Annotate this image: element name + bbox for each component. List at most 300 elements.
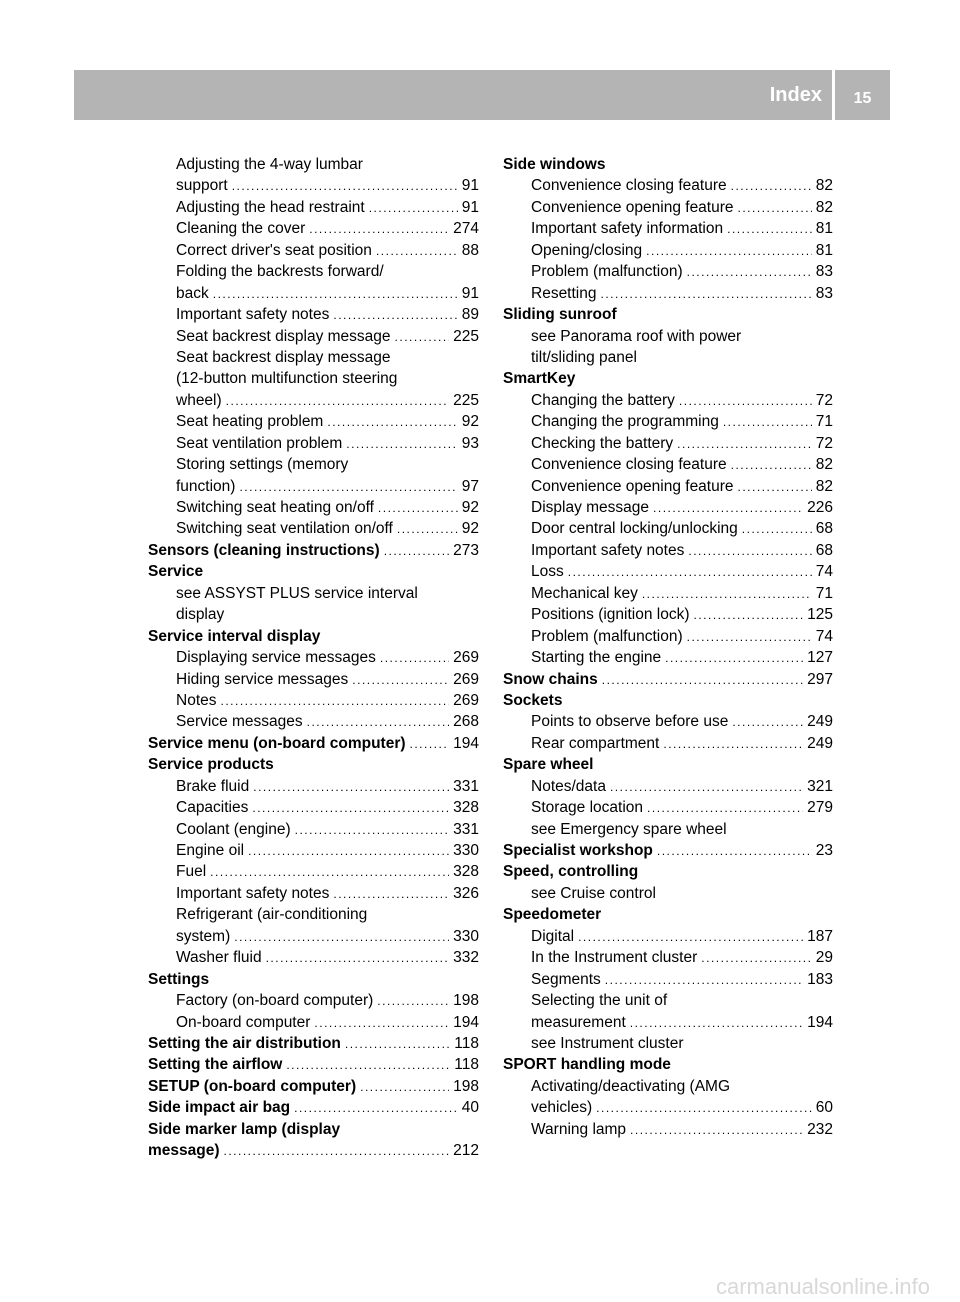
index-page-ref: 328 [453, 799, 479, 817]
index-page-ref: 92 [461, 499, 479, 516]
index-subentry [148, 154, 479, 175]
index-entry-text: Convenience closing feature [531, 177, 727, 195]
index-page-ref: 82 [815, 477, 833, 495]
index-page-ref: 331 [453, 777, 479, 795]
index-entry [148, 561, 479, 582]
index-entry-text: Problem (malfunction) [531, 627, 683, 645]
index-subentry [503, 1076, 833, 1097]
index-entry-text: Service messages [176, 713, 303, 731]
index-entry-text: Cleaning the cover [176, 220, 306, 238]
index-entry-text: Sockets [503, 691, 563, 709]
index-entry-text: Correct driver's seat position [176, 241, 372, 259]
index-entry-text: Starting the engine [531, 649, 662, 667]
dot-leader [377, 991, 449, 1012]
index-page-ref: 71 [815, 584, 833, 602]
dot-leader [410, 734, 450, 755]
index-page-ref: 249 [807, 734, 833, 752]
index-page-ref: 268 [453, 713, 479, 731]
index-subentry [148, 690, 479, 711]
index-subentry [148, 711, 479, 732]
index-subentry [148, 347, 479, 368]
index-subentry [148, 776, 479, 797]
dot-leader [657, 841, 812, 862]
index-entry-text: Convenience opening feature [531, 198, 734, 216]
index-page-ref: 82 [815, 177, 833, 195]
index-page-ref: 212 [453, 1142, 479, 1160]
dot-leader [665, 648, 803, 669]
index-page-ref: 198 [453, 1077, 479, 1095]
index-subentry [503, 604, 833, 625]
index-subentry [148, 840, 479, 861]
index-entry-text: Important safety notes [531, 541, 685, 559]
dot-leader [602, 670, 803, 691]
index-subentry [148, 518, 479, 539]
index-subentry [148, 669, 479, 690]
index-subentry [503, 497, 833, 518]
index-page-ref: 91 [461, 198, 479, 216]
index-page-ref: 331 [453, 820, 479, 838]
index-entry-text: see Cruise control [531, 884, 656, 902]
dot-leader [346, 434, 457, 455]
index-subentry [148, 797, 479, 818]
index-entry-text: Coolant (engine) [176, 820, 291, 838]
dot-leader [630, 1120, 803, 1141]
index-entry-text: On-board computer [176, 1013, 311, 1031]
index-column-right [503, 154, 833, 1140]
section-title: Index [769, 84, 822, 106]
index-entry [148, 969, 479, 990]
index-entry-text: Seat ventilation problem [176, 434, 343, 452]
dot-leader [653, 498, 803, 519]
dot-leader [687, 627, 812, 648]
index-page-ref: 82 [815, 456, 833, 474]
dot-leader [727, 219, 812, 240]
index-entry-text: Storage location [531, 799, 644, 817]
index-entry-text: Setting the airflow [148, 1056, 283, 1074]
index-entry-text: Display message [531, 499, 650, 516]
index-page-ref: 82 [815, 198, 833, 216]
index-subentry [503, 411, 833, 432]
index-page-ref: 194 [453, 734, 479, 752]
index-entry [503, 690, 833, 711]
index-entry-text: Refrigerant (air-conditioning [176, 906, 368, 924]
index-entry-text: Door central locking/unlocking [531, 520, 738, 538]
index-entry-text: Service interval display [148, 627, 321, 645]
dot-leader [687, 262, 812, 283]
index-entry-text: Activating/deactivating (AMG [531, 1077, 731, 1095]
index-entry-text: Factory (on-board computer) [176, 992, 374, 1010]
index-entry-text: Washer fluid [176, 949, 262, 967]
dot-leader [732, 712, 803, 733]
index-page-ref: 72 [815, 391, 833, 409]
index-entry-text: Opening/closing [531, 241, 643, 259]
index-subentry [503, 926, 833, 947]
dot-leader [742, 519, 812, 540]
index-subentry [503, 1033, 833, 1054]
index-page-ref: 125 [807, 606, 833, 624]
index-page-ref: 74 [815, 563, 833, 581]
index-subentry [503, 326, 833, 347]
index-entry [148, 540, 479, 561]
index-page-ref: 93 [461, 434, 479, 452]
index-entry-text: tilt/sliding panel [531, 348, 637, 366]
index-entry-text: see Panorama roof with power [531, 327, 742, 345]
index-subentry [503, 561, 833, 582]
index-entry-text: SETUP (on-board computer) [148, 1077, 357, 1095]
dot-leader [266, 948, 450, 969]
index-entry-text: Speed, controlling [503, 863, 639, 881]
index-subentry [148, 240, 479, 261]
dot-leader [663, 734, 803, 755]
dot-leader [213, 284, 458, 305]
index-page-ref: 269 [453, 649, 479, 667]
index-entry-text: Seat heating problem [176, 413, 324, 431]
index-entry [148, 754, 479, 775]
index-page-ref: 321 [807, 777, 833, 795]
index-subentry [503, 797, 833, 818]
index-subentry [503, 540, 833, 561]
index-entry-text: Sliding sunroof [503, 306, 617, 324]
index-page-ref: 225 [453, 327, 479, 345]
index-entry-text: Important safety information [531, 220, 724, 238]
index-page-ref: 225 [453, 391, 479, 409]
index-entry [503, 840, 833, 861]
dot-leader [397, 519, 458, 540]
index-subentry [148, 218, 479, 239]
index-entry-text: Sensors (cleaning instructions) [148, 541, 380, 559]
index-page-ref: 68 [815, 541, 833, 559]
dot-leader [294, 1098, 458, 1119]
index-page-ref: 330 [453, 842, 479, 859]
index-entry-text: Warning lamp [531, 1120, 627, 1138]
index-entry-text: Selecting the unit of [531, 992, 668, 1010]
index-entry-text: Rear compartment [531, 734, 660, 752]
index-entry-text: measurement [531, 1013, 626, 1031]
index-subentry [148, 261, 479, 282]
index-page-ref: 326 [453, 884, 479, 902]
index-subentry [148, 819, 479, 840]
dot-leader [224, 1141, 450, 1162]
index-entry [148, 1119, 479, 1140]
index-entry-text: Settings [148, 970, 210, 988]
index-page-ref: 71 [815, 413, 833, 431]
dot-leader [376, 241, 458, 262]
index-page-ref: 232 [807, 1120, 833, 1138]
index-page-ref: 269 [453, 691, 479, 709]
index-subentry [148, 947, 479, 968]
dot-leader [731, 455, 812, 476]
dot-leader [345, 1034, 450, 1055]
index-entry-text: Notes/data [531, 777, 606, 795]
index-entry-text: wheel) [176, 391, 222, 409]
index-subentry [148, 368, 479, 389]
dot-leader [738, 198, 812, 219]
index-subentry [148, 433, 479, 454]
index-page-ref: 198 [453, 992, 479, 1010]
index-subentry [503, 240, 833, 261]
index-entry-text: Displaying service messages [176, 649, 376, 667]
index-subentry [503, 283, 833, 304]
index-page-ref: 183 [807, 970, 833, 988]
index-entry-text: Switching seat ventilation on/off [176, 520, 393, 538]
index-entry [503, 861, 833, 882]
dot-leader [731, 176, 812, 197]
index-entry-text: Positions (ignition lock) [531, 606, 690, 624]
index-page-ref: 328 [453, 863, 479, 881]
index-entry-text: Storing settings (memory [176, 456, 349, 474]
index-entry-text: Specialist workshop [503, 842, 653, 859]
index-entry-text: Mechanical key [531, 584, 638, 602]
index-entry-text: Brake fluid [176, 777, 250, 795]
index-column-left [148, 154, 479, 1162]
dot-leader [226, 391, 449, 412]
index-subentry [503, 454, 833, 475]
index-subentry [148, 304, 479, 325]
dot-leader [234, 927, 449, 948]
dot-leader [252, 798, 449, 819]
index-entry-text: vehicles) [531, 1099, 593, 1117]
index-page-ref: 330 [453, 927, 479, 945]
index-entry-text: back [176, 284, 209, 302]
index-page-ref: 194 [807, 1013, 833, 1031]
dot-leader [239, 477, 457, 498]
page-number: 15 [853, 90, 872, 107]
index-subentry [503, 175, 833, 196]
index-entry-text: Changing the programming [531, 413, 719, 431]
index-page-ref: 297 [807, 670, 833, 688]
dot-leader [295, 820, 450, 841]
dot-leader [286, 1055, 450, 1076]
dot-leader [642, 584, 812, 605]
dot-leader [369, 198, 458, 219]
index-subentry [148, 604, 479, 625]
index-entry-text: Side impact air bag [148, 1099, 291, 1117]
index-subentry [148, 326, 479, 347]
index-page-ref: 83 [815, 284, 833, 302]
index-entry-text: Important safety notes [176, 306, 330, 324]
index-page-ref: 92 [461, 520, 479, 538]
index-page-ref: 91 [461, 284, 479, 302]
index-entry-text: Adjusting the 4-way lumbar [176, 156, 363, 173]
dot-leader [596, 1098, 812, 1119]
index-page-ref: 194 [453, 1013, 479, 1031]
index-entry-text: Speedometer [503, 906, 602, 924]
index-entry-text: Service products [148, 756, 274, 774]
index-subentry [148, 990, 479, 1011]
index-entry [503, 754, 833, 775]
dot-leader [333, 884, 449, 905]
dot-leader [248, 841, 449, 862]
index-subentry [148, 454, 479, 475]
index-subentry [148, 583, 479, 604]
index-subentry [503, 947, 833, 968]
index-entry-text: Points to observe before use [531, 713, 729, 731]
index-page-ref: 81 [815, 241, 833, 259]
index-subentry [503, 1012, 833, 1033]
index-page-ref: 332 [453, 949, 479, 967]
index-page-ref: 88 [461, 241, 479, 259]
index-entry-text: Digital [531, 927, 575, 945]
index-page-ref: 29 [815, 949, 833, 967]
index-subentry [503, 583, 833, 604]
index-page-ref: 97 [461, 477, 479, 495]
index-entry-text: Important safety notes [176, 884, 330, 902]
index-entry-text: function) [176, 477, 236, 495]
index-entry [148, 1076, 479, 1097]
dot-leader [221, 691, 450, 712]
index-subentry [503, 433, 833, 454]
index-subentry [503, 819, 833, 840]
index-subentry [503, 518, 833, 539]
index-page-ref: 187 [807, 927, 833, 945]
index-entry [148, 1033, 479, 1054]
index-page-ref: 74 [815, 627, 833, 645]
index-subentry [503, 261, 833, 282]
dot-leader [352, 670, 449, 691]
dot-leader [309, 219, 449, 240]
index-subentry [503, 990, 833, 1011]
index-subentry [503, 733, 833, 754]
index-entry-text: Service [148, 563, 204, 581]
dot-leader [605, 970, 803, 991]
index-entry [148, 626, 479, 647]
index-entry-text: SPORT handling mode [503, 1056, 671, 1074]
dot-leader [723, 412, 812, 433]
index-entry-text: Loss [531, 563, 564, 581]
index-subentry [503, 476, 833, 497]
index-subentry [148, 861, 479, 882]
index-page-ref: 72 [815, 434, 833, 452]
index-page-ref: 273 [453, 541, 479, 559]
index-subentry [148, 175, 479, 196]
index-subentry [503, 390, 833, 411]
dot-leader [378, 498, 458, 519]
watermark: carmanualsonline.info [715, 1274, 930, 1299]
index-entry-text: see ASSYST PLUS service interval [176, 584, 418, 602]
index-subentry [148, 390, 479, 411]
index-page-ref: 279 [807, 799, 833, 817]
dot-leader [578, 927, 803, 948]
index-subentry [503, 647, 833, 668]
index-entry-text: Seat backrest display message [176, 327, 391, 345]
index-entry-text: Changing the battery [531, 391, 675, 409]
dot-leader [600, 284, 811, 305]
dot-leader [688, 541, 811, 562]
dot-leader [646, 241, 812, 262]
index-subentry [503, 1119, 833, 1140]
index-entry-text: Checking the battery [531, 434, 674, 452]
index-entry [503, 904, 833, 925]
index-entry [503, 1054, 833, 1075]
index-entry-text: Hiding service messages [176, 670, 349, 688]
dot-leader [253, 777, 449, 798]
dot-leader [380, 648, 449, 669]
index-subentry [148, 904, 479, 925]
index-entry-text: see Instrument cluster [531, 1034, 684, 1052]
index-page-ref: 68 [815, 520, 833, 538]
index-subentry [148, 283, 479, 304]
index-page-ref: 226 [807, 499, 833, 516]
dot-leader [647, 798, 803, 819]
index-entry-text: support [176, 177, 228, 195]
index-subentry [503, 626, 833, 647]
index-entry-text: Spare wheel [503, 756, 594, 774]
index-entry-text: Notes [176, 691, 217, 709]
index-subentry [148, 926, 479, 947]
index-entry-text: Setting the air distribution [148, 1034, 341, 1052]
index-subentry [503, 969, 833, 990]
index-entry-text: Snow chains [503, 670, 598, 688]
dot-leader [314, 1013, 449, 1034]
index-subentry [503, 1097, 833, 1118]
index-entry [503, 368, 833, 389]
index-entry-text: Fuel [176, 863, 207, 881]
index-entry [503, 154, 833, 175]
index-entry-text: (12-button multifunction steering [176, 370, 398, 388]
dot-leader [395, 327, 450, 348]
index-page-ref: 274 [453, 220, 479, 238]
dot-leader [210, 862, 449, 883]
dot-leader [568, 562, 812, 583]
index-entry [148, 1097, 479, 1118]
index-subentry [148, 1012, 479, 1033]
index-entry-text: Engine oil [176, 842, 245, 859]
index-entry-text: Side marker lamp (display [148, 1120, 341, 1138]
index-subentry [503, 347, 833, 368]
index-entry-text: see Emergency spare wheel [531, 820, 727, 838]
dot-leader [610, 777, 803, 798]
dot-leader [307, 712, 449, 733]
index-page-ref: 269 [453, 670, 479, 688]
index-page-ref: 81 [815, 220, 833, 238]
index-page-ref: 83 [815, 263, 833, 281]
index-subentry [148, 197, 479, 218]
index-page-ref: 127 [807, 649, 833, 667]
index-page-ref: 249 [807, 713, 833, 731]
index-entry [148, 733, 479, 754]
index-subentry [503, 218, 833, 239]
index-entry [503, 669, 833, 690]
index-subentry [148, 883, 479, 904]
index-page-ref: 40 [461, 1099, 479, 1117]
index-subentry [148, 476, 479, 497]
index-entry-text: Folding the backrests forward/ [176, 263, 384, 281]
index-page-ref: 118 [454, 1056, 479, 1074]
index-entry [148, 1140, 479, 1161]
index-page-ref: 118 [454, 1034, 479, 1052]
dot-leader [333, 305, 457, 326]
dot-leader [679, 391, 812, 412]
index-entry-text: SmartKey [503, 370, 576, 388]
dot-leader [327, 412, 457, 433]
index-entry-text: Convenience closing feature [531, 456, 727, 474]
index-entry [148, 1054, 479, 1075]
index-subentry [503, 776, 833, 797]
dot-leader [232, 176, 458, 197]
dot-leader [384, 541, 449, 562]
index-entry [503, 304, 833, 325]
index-page-ref: 23 [815, 842, 833, 859]
dot-leader [630, 1013, 803, 1034]
index-entry-text: message) [148, 1142, 220, 1160]
index-entry-text: Capacities [176, 799, 249, 817]
dot-leader [694, 605, 804, 626]
index-entry-text: Problem (malfunction) [531, 263, 683, 281]
index-entry-text: Adjusting the head restraint [176, 198, 365, 216]
index-entry-text: Switching seat heating on/off [176, 499, 374, 516]
index-entry-text: Convenience opening feature [531, 477, 734, 495]
index-page-ref: 91 [461, 177, 479, 195]
